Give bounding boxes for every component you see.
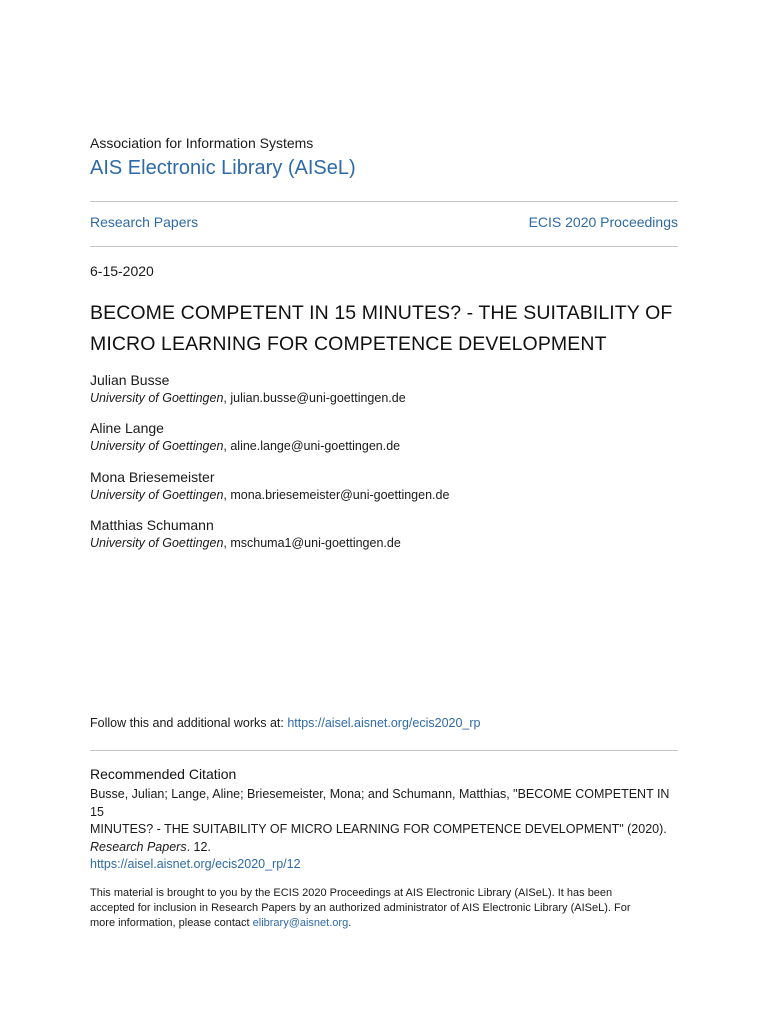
- follow-line: [90, 716, 481, 730]
- affiliation-name: University of Goettingen: [90, 391, 224, 405]
- citation-line: Busse, Julian; Lange, Aline; Briesemeister, Mona; and Schumann, Matthias, "BECOME COMPETENT IN 15: [90, 787, 670, 819]
- author-entry: [90, 420, 678, 454]
- author-affiliation: [90, 390, 678, 406]
- author-name: Julian Busse: [90, 372, 170, 388]
- author-entry: [90, 469, 678, 503]
- follow-link[interactable]: https://aisel.aisnet.org/ecis2020_rp: [287, 716, 481, 730]
- citation-journal: Research Papers: [90, 839, 187, 854]
- author-name: Mona Briesemeister: [90, 469, 215, 485]
- author-entry: [90, 517, 678, 551]
- divider: [90, 246, 678, 247]
- author-affiliation: [90, 535, 678, 551]
- recommended-citation-heading: Recommended Citation: [90, 766, 237, 782]
- proceedings-link[interactable]: ECIS 2020 Proceedings: [528, 214, 678, 230]
- research-papers-link[interactable]: Research Papers: [90, 214, 199, 230]
- affiliation-name: University of Goettingen: [90, 488, 224, 502]
- divider: [90, 201, 678, 202]
- citation-line: MINUTES? - THE SUITABILITY OF MICRO LEARNING FOR COMPETENCE DEVELOPMENT" (2020).: [90, 822, 667, 836]
- paper-title: BECOME COMPETENT IN 15 MINUTES? - THE SUITABILITY OF MICRO LEARNING FOR COMPETENCE DEVELOPMENT: [90, 302, 673, 355]
- author-email: , mschuma1@uni-goettingen.de: [223, 536, 401, 550]
- citation-link[interactable]: https://aisel.aisnet.org/ecis2020_rp/12: [90, 857, 301, 871]
- author-email: , julian.busse@uni-goettingen.de: [223, 391, 406, 405]
- citation-block: [90, 786, 678, 874]
- author-name: Aline Lange: [90, 420, 164, 436]
- library-link[interactable]: AIS Electronic Library (AISeL): [90, 157, 356, 179]
- author-name: Matthias Schumann: [90, 517, 214, 533]
- publication-date: 6-15-2020: [90, 263, 154, 279]
- footer-end: .: [348, 917, 352, 929]
- author-affiliation: [90, 487, 678, 503]
- citation-volume: . 12.: [186, 839, 211, 854]
- follow-text: Follow this and additional works at:: [90, 716, 288, 730]
- collection-nav: [90, 214, 678, 230]
- footer-text: This material is brought to you by the ECIS 2020 Proceedings at AIS Electronic Library (AISeL). It has been accepted for inclusion in Research Papers by an authorized administrator of AIS Electronic Library (AISeL). For more information, please contact: [90, 887, 631, 929]
- organization-name: Association for Information Systems: [90, 135, 314, 151]
- author-affiliation: [90, 438, 678, 454]
- affiliation-name: University of Goettingen: [90, 439, 224, 453]
- contact-email-link[interactable]: elibrary@aisnet.org: [252, 917, 349, 929]
- author-email: , aline.lange@uni-goettingen.de: [223, 439, 401, 453]
- author-entry: [90, 372, 678, 406]
- author-email: , mona.briesemeister@uni-goettingen.de: [223, 488, 450, 502]
- footer-notice: [90, 886, 650, 931]
- divider: [90, 750, 678, 751]
- citation-source: [90, 839, 678, 857]
- affiliation-name: University of Goettingen: [90, 536, 224, 550]
